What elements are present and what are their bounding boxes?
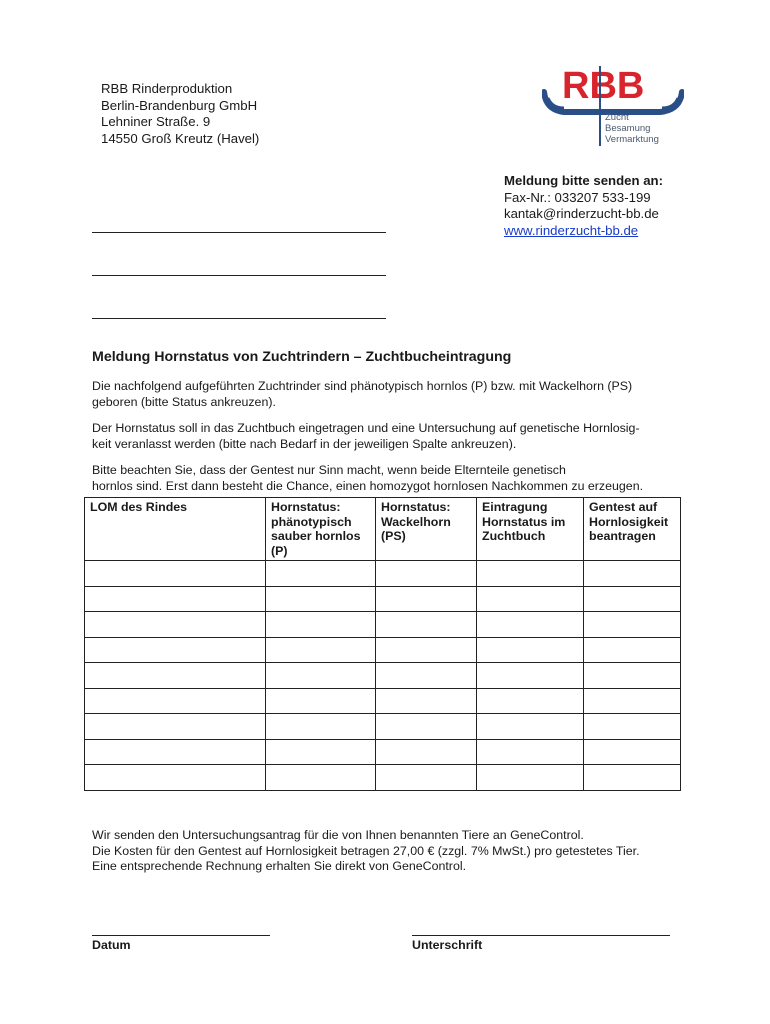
eintragung-cell[interactable] [477, 739, 584, 765]
eintragung-cell[interactable] [477, 688, 584, 714]
col-header-hornlos: Hornstatus: phänotypisch sauber hornlos (P) [266, 498, 376, 561]
lom-cell[interactable] [85, 561, 266, 587]
lom-cell[interactable] [85, 637, 266, 663]
hornlos-cell[interactable] [266, 561, 376, 587]
logo-subtitle [605, 112, 659, 145]
table-row [85, 765, 681, 791]
intro-paragraph [92, 379, 692, 410]
email-address: kantak@rinderzucht-bb.de [504, 206, 659, 221]
col-header-lom: LOM des Rindes [85, 498, 266, 561]
table-row [85, 637, 681, 663]
table-header-row [85, 498, 681, 561]
wackelhorn-cell[interactable] [376, 561, 477, 587]
table-row [85, 612, 681, 638]
lom-cell[interactable] [85, 739, 266, 765]
intro-line-2: geboren (bitte Status ankreuzen). [92, 394, 276, 409]
wackelhorn-cell[interactable] [376, 714, 477, 740]
hornlos-cell[interactable] [266, 612, 376, 638]
gentest-cell[interactable] [584, 612, 681, 638]
form-title: Meldung Hornstatus von Zuchtrindern – Zuchtbucheintragung [92, 349, 512, 365]
footer-line-1: Wir senden den Untersuchungsantrag für die von Ihnen benannten Tiere an GeneControl. [92, 828, 584, 842]
wackelhorn-cell[interactable] [376, 586, 477, 612]
sender-address [101, 81, 259, 147]
hornlos-cell[interactable] [266, 637, 376, 663]
address-line-2: Berlin-Brandenburg GmbH [101, 97, 258, 113]
instruction-paragraph [92, 421, 692, 452]
logo-sub-1: Zucht [605, 112, 629, 123]
address-line-1: RBB Rinderproduktion [101, 81, 233, 96]
hornlos-cell[interactable] [266, 688, 376, 714]
intro-line-1: Die nachfolgend aufgeführten Zuchtrinder sind phänotypisch hornlos (P) bzw. mit Wackelhorn (PS) [92, 379, 633, 393]
note-paragraph [92, 463, 692, 494]
hornlos-cell[interactable] [266, 714, 376, 740]
lom-cell[interactable] [85, 612, 266, 638]
signature-label: Unterschrift [412, 938, 483, 952]
lom-cell[interactable] [85, 586, 266, 612]
signature-line[interactable] [412, 935, 670, 936]
lom-cell[interactable] [85, 663, 266, 689]
footer-line-3: Eine entsprechende Rechnung erhalten Sie direkt von GeneControl. [92, 859, 467, 873]
date-label: Datum [92, 938, 131, 952]
wackelhorn-cell[interactable] [376, 663, 477, 689]
eintragung-cell[interactable] [477, 663, 584, 689]
footer-note [92, 828, 640, 875]
hornlos-cell[interactable] [266, 739, 376, 765]
gentest-cell[interactable] [584, 663, 681, 689]
eintragung-cell[interactable] [477, 586, 584, 612]
hornlos-cell[interactable] [266, 663, 376, 689]
footer-line-2: Die Kosten für den Gentest auf Hornlosigkeit betragen 27,00 € (zzgl. 7% MwSt.) pro getestetes Tier. [92, 843, 640, 858]
wackelhorn-cell[interactable] [376, 765, 477, 791]
wackelhorn-cell[interactable] [376, 688, 477, 714]
col-header-eintragung: Eintragung Hornstatus im Zuchtbuch [477, 498, 584, 561]
table-row [85, 714, 681, 740]
lom-cell[interactable] [85, 765, 266, 791]
instruction-line-1: Der Hornstatus soll in das Zuchtbuch eingetragen und eine Untersuchung auf genetische Hornlosig- [92, 421, 640, 435]
gentest-cell[interactable] [584, 561, 681, 587]
address-line-3: Lehniner Straße. 9 [101, 114, 211, 129]
table-row [85, 663, 681, 689]
lom-cell[interactable] [85, 688, 266, 714]
gentest-cell[interactable] [584, 586, 681, 612]
address-line-4: 14550 Groß Kreutz (Havel) [101, 130, 260, 146]
table-row [85, 739, 681, 765]
lom-cell[interactable] [85, 714, 266, 740]
table-row [85, 586, 681, 612]
logo-sub-3: Vermarktung [605, 134, 659, 145]
gentest-cell[interactable] [584, 765, 681, 791]
hornlos-cell[interactable] [266, 586, 376, 612]
gentest-cell[interactable] [584, 739, 681, 765]
sender-line-3[interactable] [92, 318, 386, 319]
wackelhorn-cell[interactable] [376, 637, 477, 663]
instruction-line-2: keit veranlasst werden (bitte nach Bedarf in der jeweiligen Spalte ankreuzen). [92, 436, 517, 451]
gentest-cell[interactable] [584, 637, 681, 663]
eintragung-cell[interactable] [477, 612, 584, 638]
eintragung-cell[interactable] [477, 765, 584, 791]
eintragung-cell[interactable] [477, 561, 584, 587]
wackelhorn-cell[interactable] [376, 612, 477, 638]
table-row [85, 688, 681, 714]
gentest-cell[interactable] [584, 688, 681, 714]
logo-text: RBB [562, 65, 645, 107]
table-row [85, 561, 681, 587]
note-line-1: Bitte beachten Sie, dass der Gentest nur Sinn macht, wenn beide Elternteile genetisch [92, 463, 566, 477]
logo-sub-2: Besamung [605, 123, 651, 134]
animal-table [84, 497, 681, 791]
date-line[interactable] [92, 935, 270, 936]
col-header-gentest: Gentest auf Hornlosigkeit beantragen [584, 498, 681, 561]
eintragung-cell[interactable] [477, 637, 584, 663]
col-header-wackelhorn: Hornstatus: Wackelhorn (PS) [376, 498, 477, 561]
sender-line-2[interactable] [92, 275, 386, 276]
note-line-2: hornlos sind. Erst dann besteht die Chance, einen homozygot hornlosen Nachkommen zu erzeugen. [92, 478, 644, 493]
fax-number: Fax-Nr.: 033207 533-199 [504, 189, 651, 205]
hornlos-cell[interactable] [266, 765, 376, 791]
sender-line-1[interactable] [92, 232, 386, 233]
website-link[interactable]: www.rinderzucht-bb.de [504, 222, 639, 238]
wackelhorn-cell[interactable] [376, 739, 477, 765]
send-to-block [504, 173, 663, 239]
eintragung-cell[interactable] [477, 714, 584, 740]
gentest-cell[interactable] [584, 714, 681, 740]
send-to-heading: Meldung bitte senden an: [504, 173, 663, 188]
